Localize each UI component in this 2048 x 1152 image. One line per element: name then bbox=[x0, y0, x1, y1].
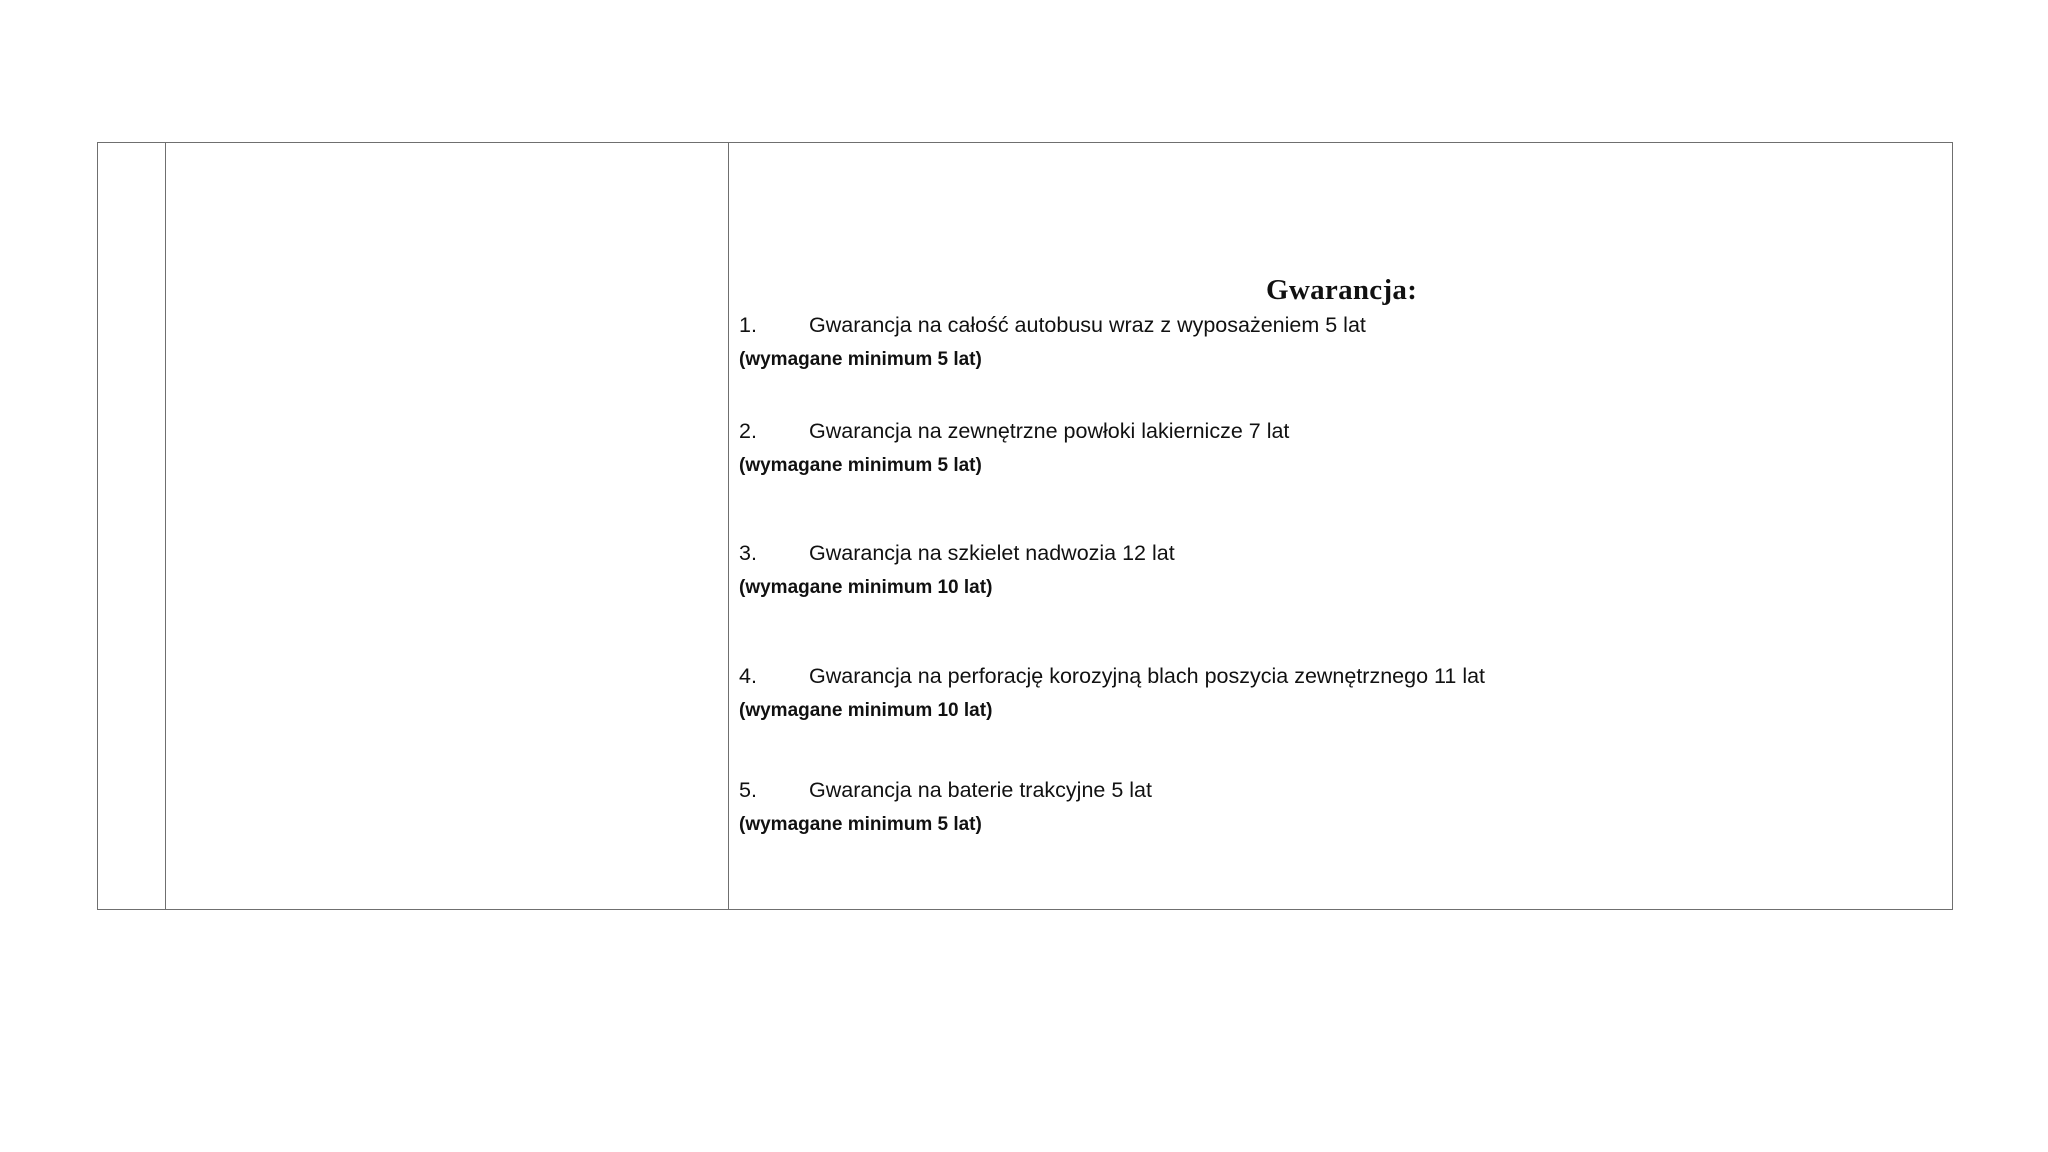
item-number: 5. bbox=[739, 778, 757, 802]
table-column-divider bbox=[165, 143, 166, 909]
item-number: 4. bbox=[739, 664, 757, 688]
item-text: Gwarancja na zewnętrzne powłoki lakiernicze 7 lat bbox=[809, 419, 1290, 443]
item-text: Gwarancja na szkielet nadwozia 12 lat bbox=[809, 541, 1175, 565]
item-requirement-note: (wymagane minimum 10 lat) bbox=[739, 577, 993, 598]
item-number: 3. bbox=[739, 541, 757, 565]
item-text: Gwarancja na całość autobusu wraz z wyposażeniem 5 lat bbox=[809, 313, 1366, 337]
item-text: Gwarancja na perforację korozyjną blach poszycia zewnętrznego 11 lat bbox=[809, 664, 1486, 688]
item-requirement-note: (wymagane minimum 10 lat) bbox=[739, 700, 993, 721]
item-requirement-note: (wymagane minimum 5 lat) bbox=[739, 455, 982, 476]
item-requirement-note: (wymagane minimum 5 lat) bbox=[739, 349, 982, 370]
table-column-divider bbox=[728, 143, 729, 909]
item-number: 2. bbox=[739, 419, 757, 443]
item-text: Gwarancja na baterie trakcyjne 5 lat bbox=[809, 778, 1152, 802]
item-requirement-note: (wymagane minimum 5 lat) bbox=[739, 814, 982, 835]
warranty-heading: Gwarancja: bbox=[1266, 274, 1418, 306]
item-number: 1. bbox=[739, 313, 757, 337]
